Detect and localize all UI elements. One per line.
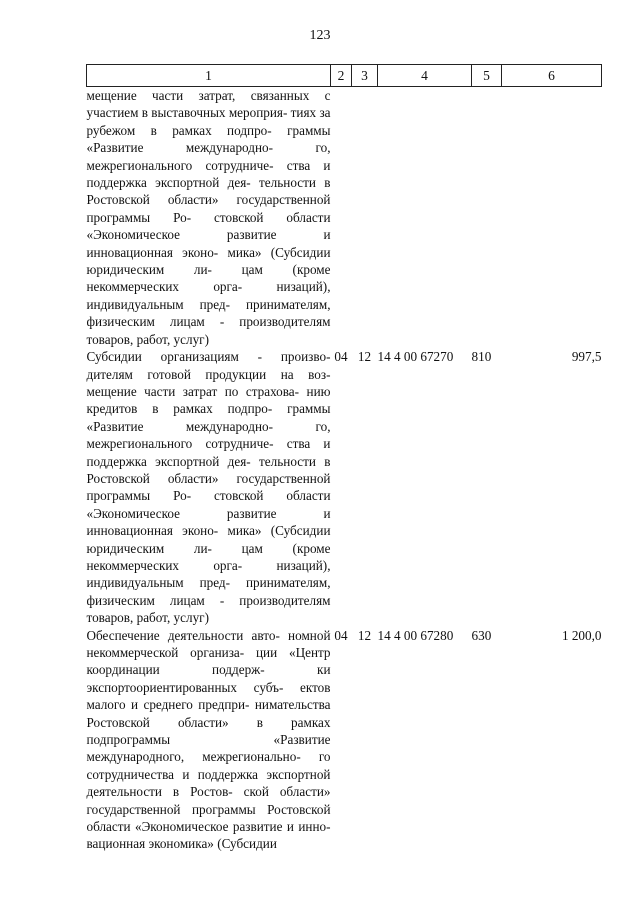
description-line: программы Ростовской области xyxy=(86,801,331,835)
description-line: принимателям, физическим лицам - xyxy=(86,575,331,608)
description-line: ции «Центр координации поддерж- xyxy=(86,645,331,678)
description-line: развитие и инновационная эконо- xyxy=(86,505,331,539)
description-line: го, межрегионального сотрудниче- xyxy=(86,418,331,452)
table-row xyxy=(87,627,602,853)
description-line: международного, межрегионально- xyxy=(86,749,301,765)
description-line: стовской области «Экономическое xyxy=(86,209,331,243)
description-line: низаций), индивидуальным пред- xyxy=(86,279,331,312)
target-article-code: 14 4 00 67270 xyxy=(377,349,454,365)
description-line: услуг) xyxy=(173,331,209,347)
section-code: 04 xyxy=(334,627,348,643)
description-line: ской области» государственной xyxy=(86,784,331,817)
description-line: в рамках подпрограммы «Развитие xyxy=(86,714,331,748)
description-line: производителям товаров, работ, xyxy=(86,592,331,626)
description-line: го, межрегионального сотрудниче- xyxy=(86,140,331,173)
expense-type-code xyxy=(472,87,502,349)
header-row xyxy=(87,65,602,87)
description-line: участием в выставочных мероприя- xyxy=(86,105,288,121)
description-line: цам (кроме некоммерческих орга- xyxy=(86,262,331,295)
target-article-code: 14 4 00 67280 xyxy=(377,627,454,643)
description-line: ства и поддержка экспортной дея- xyxy=(86,436,331,469)
subsection-code xyxy=(352,87,378,349)
description-line: Субсидии организациям - произво- xyxy=(86,349,331,365)
header-col-1: 1 xyxy=(87,65,331,87)
description-line: государственной программы Ро- xyxy=(86,470,331,504)
section-code: 04 xyxy=(334,349,348,365)
description-line: номной некоммерческой организа- xyxy=(86,627,331,660)
description-line: низаций), индивидуальным пред- xyxy=(86,557,331,591)
subsection-code: 12 xyxy=(357,627,372,643)
description-line: тельности в Ростовской области» xyxy=(86,453,331,486)
description-line: принимателям, физическим лицам - xyxy=(86,296,331,330)
row-description xyxy=(87,87,331,349)
header-col-6: 6 xyxy=(502,65,602,87)
description-line: производителям товаров, работ, xyxy=(86,314,331,347)
table-row xyxy=(87,348,602,627)
description-line: дителям готовой продукции на воз- xyxy=(86,366,331,382)
header-col-2: 2 xyxy=(331,65,352,87)
section-code xyxy=(331,87,352,349)
description-line: «Экономическое развитие и инно- xyxy=(135,819,331,835)
expense-type-code: 630 xyxy=(471,627,492,643)
description-line: государственной программы Ро- xyxy=(86,192,331,225)
description-line: стовской области «Экономическое xyxy=(86,488,331,521)
description-line: нимательства Ростовской области» xyxy=(86,697,331,730)
description-line: услуг) xyxy=(173,610,209,626)
row-description xyxy=(87,348,331,627)
description-line: мещение части затрат, связанных с xyxy=(86,88,331,103)
amount: 997,5 xyxy=(571,349,602,365)
description-line: мика» (Субсидии юридическим ли- xyxy=(86,523,331,556)
description-line: ки экспортоориентированных субъ- xyxy=(86,662,331,695)
amount: 1 200,0 xyxy=(561,627,602,643)
budget-table xyxy=(86,64,602,853)
amount xyxy=(502,87,602,349)
header-col-5: 5 xyxy=(472,65,502,87)
table-row xyxy=(87,87,602,349)
description-line: мещение части затрат по страхова- xyxy=(86,383,300,399)
description-line: вационная экономика» (Субсидии xyxy=(86,836,277,852)
description-line: нию кредитов в рамках подпро- xyxy=(86,383,331,417)
description-line: ства и поддержка экспортной дея- xyxy=(86,157,331,191)
description-line: развитие и инновационная эконо- xyxy=(86,227,331,260)
description-line: тельности в Ростовской области» xyxy=(86,175,331,208)
expense-type-code: 810 xyxy=(471,349,492,365)
header-col-4: 4 xyxy=(378,65,472,87)
description-line: граммы «Развитие международно- xyxy=(86,122,331,156)
page-number: 123 xyxy=(309,28,331,43)
description-line: мика» (Субсидии юридическим ли- xyxy=(86,244,331,278)
description-line: Обеспечение деятельности авто- xyxy=(86,627,280,643)
description-line: цам (кроме некоммерческих орга- xyxy=(86,540,331,573)
description-line: ектов малого и среднего предпри- xyxy=(86,679,331,713)
target-article-code xyxy=(378,87,472,349)
description-line: го сотрудничества и поддержка xyxy=(86,749,331,782)
table-body xyxy=(87,87,602,853)
subsection-code: 12 xyxy=(357,349,372,365)
description-line: экспортной деятельности в Ростов- xyxy=(86,766,331,800)
header-col-3: 3 xyxy=(352,65,378,87)
description-line: граммы «Развитие международно- xyxy=(86,401,331,434)
description-line: тиях за рубежом в рамках подпро- xyxy=(86,105,331,138)
row-description xyxy=(87,627,331,853)
